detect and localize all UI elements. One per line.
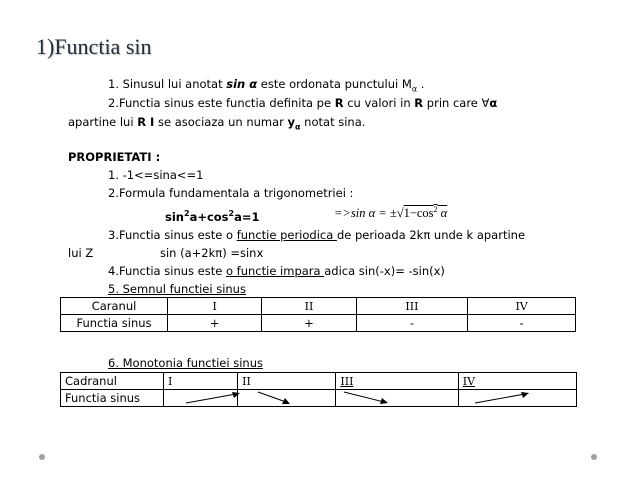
table-header: III [356,298,468,315]
decreasing-arrow-icon [342,390,394,406]
table-row [61,373,577,390]
formula-part: =>sin α = ±√ [334,206,404,221]
table-row [61,315,576,332]
increasing-arrow-icon [473,391,533,405]
formula-exponent: 2 [433,205,438,214]
property-text: 4.Functia sinus este [108,264,226,278]
property-2: 2.Formula fundamentala a trigonometriei : [108,186,354,200]
intro-subscript: α [295,122,301,132]
table-header: IV [468,298,576,315]
properties-heading: PROPRIETATI : [68,150,161,164]
table-cell: Functia sinus [61,390,164,407]
property-text: 5. Semnul functiei sinus [108,282,246,296]
intro-symbol: sin α [226,77,258,91]
derived-formula [334,205,447,221]
periodicity-formula: sin (a+2kπ) =sinx [160,246,264,260]
monotony-table [60,372,577,407]
table-header: II [238,373,336,390]
slide-dot-left [39,454,45,460]
formula-part: a+cos [189,209,229,224]
property-text: de perioada 2kπ unde k apartine [336,228,526,242]
intro-text: notat sina. [300,115,366,129]
table-header: Caranul [61,298,168,315]
intro-text: 1. Sinusul lui anotat [108,77,227,91]
table-cell [458,390,576,407]
table-cell: - [468,315,576,332]
table-cell [336,390,458,407]
property-6-heading [108,355,263,371]
table-header: III [336,373,458,390]
table-header: I [168,298,262,315]
intro-subscript: α [411,84,418,94]
sqrt-radicand [404,206,448,220]
table-row [61,390,577,407]
intro-text: 2.Functia sinus este functia definita pe [108,96,335,110]
intro-symbol: R [334,96,344,110]
table-row [61,298,576,315]
property-term: o functie impara [225,264,325,278]
intro-text: apartine lui [68,115,138,129]
fundamental-formula [165,206,260,225]
intro-symbol: y [287,115,296,129]
intro-text: cu valori in [343,96,415,110]
intro-line-3 [68,114,365,135]
intro-text: . [417,77,425,91]
formula-part: 1−cos [403,206,434,221]
property-1: 1. -1<=sina<=1 [108,168,204,182]
table-header: I [164,373,238,390]
intro-text: prin care ∀ [423,96,490,110]
sign-table [60,297,576,332]
property-text: adica sin(-x)= -sin(x) [324,264,445,278]
intro-symbol: α [489,96,498,110]
formula-exponent: 2 [183,209,190,218]
intro-line-2 [108,95,497,111]
intro-text: se asociaza un numar [154,115,288,129]
formula-part: sin [165,209,184,224]
page-title: 1)Functia sin [36,34,152,59]
property-text: 6. Monotonia functiei sinus [108,356,263,370]
table-cell: + [168,315,262,332]
property-text: 3.Functia sinus este o [108,228,237,242]
property-4 [108,263,445,279]
table-header: Cadranul [61,373,164,390]
intro-symbol: R [414,96,424,110]
table-cell: Functia sinus [61,315,168,332]
table-cell [164,390,238,407]
intro-text: este ordonata punctului M [257,77,412,91]
decreasing-arrow-icon [256,390,296,406]
table-header: IV [458,373,576,390]
property-3-continued: lui Z [68,246,94,260]
table-cell [238,390,336,407]
table-cell: - [356,315,468,332]
intro-symbol: R I [137,115,155,129]
property-term: functie periodica [236,228,337,242]
slide-dot-right [591,454,597,460]
property-3 [108,227,525,243]
formula-part: α [437,206,448,221]
table-cell: + [262,315,356,332]
formula-part: a=1 [234,209,260,224]
table-header: II [262,298,356,315]
formula-exponent: 2 [228,209,235,218]
property-5-heading [108,281,246,297]
increasing-arrow-icon [184,391,244,405]
